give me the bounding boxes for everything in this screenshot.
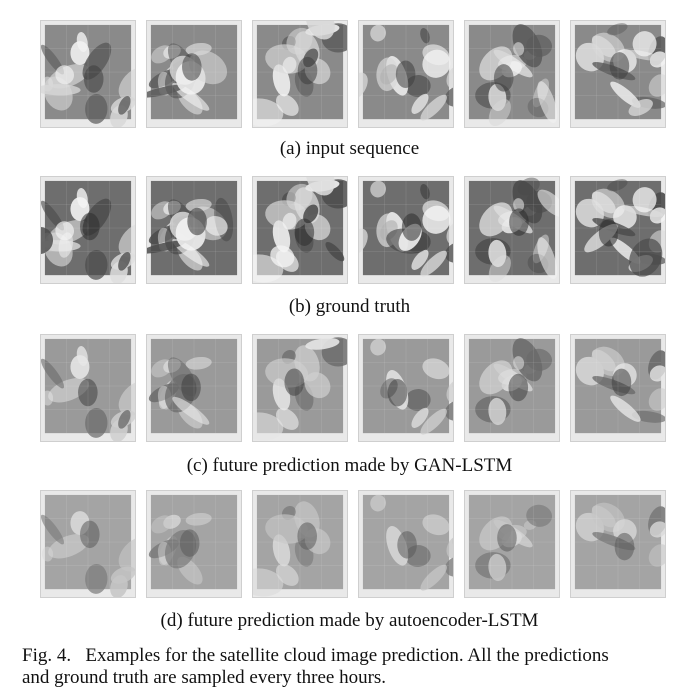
satellite-cloud-frame: [252, 20, 348, 128]
satellite-cloud-frame: [464, 490, 560, 598]
satellite-cloud-frame: [464, 176, 560, 284]
cloud-texture: [465, 177, 559, 283]
satellite-cloud-frame: [570, 20, 666, 128]
cloud-texture: [147, 177, 241, 283]
figure-label: Fig. 4.: [22, 645, 72, 666]
satellite-cloud-frame: [464, 20, 560, 128]
figure-caption-line-2: and ground truth are sampled every three hours.: [22, 667, 387, 688]
satellite-cloud-frame: [40, 334, 136, 442]
figure-caption-text-1: Examples for the satellite cloud image prediction. All the predictions: [85, 645, 609, 666]
satellite-cloud-frame: [146, 20, 242, 128]
satellite-cloud-frame: [358, 334, 454, 442]
panel-c-caption: (c) future prediction made by GAN-LSTM: [186, 455, 513, 476]
panel-c-image-row: [40, 334, 668, 442]
cloud-texture: [571, 335, 665, 441]
satellite-cloud-frame: [40, 490, 136, 598]
satellite-cloud-frame: [252, 490, 348, 598]
figure-caption-line-1: [22, 645, 682, 667]
cloud-texture: [147, 21, 241, 127]
cloud-texture: [147, 491, 241, 597]
cloud-texture: [41, 177, 135, 283]
cloud-texture: [465, 491, 559, 597]
satellite-cloud-frame: [570, 176, 666, 284]
cloud-texture: [147, 335, 241, 441]
cloud-texture: [359, 21, 453, 127]
cloud-texture: [465, 21, 559, 127]
satellite-cloud-frame: [146, 176, 242, 284]
cloud-texture: [359, 335, 453, 441]
cloud-texture: [359, 491, 453, 597]
cloud-texture: [253, 21, 347, 127]
cloud-texture: [571, 177, 665, 283]
figure-caption: [22, 645, 682, 689]
cloud-texture: [571, 21, 665, 127]
satellite-cloud-frame: [40, 176, 136, 284]
cloud-texture: [253, 491, 347, 597]
panel-b-image-row: [40, 176, 668, 284]
cloud-texture: [41, 335, 135, 441]
panel-d-image-row: [40, 490, 668, 598]
satellite-cloud-frame: [252, 334, 348, 442]
panel-a-caption: (a) input sequence: [279, 138, 420, 159]
satellite-cloud-frame: [358, 20, 454, 128]
satellite-cloud-frame: [146, 334, 242, 442]
cloud-texture: [41, 21, 135, 127]
satellite-cloud-frame: [358, 490, 454, 598]
satellite-cloud-frame: [252, 176, 348, 284]
panel-b-caption: (b) ground truth: [288, 296, 411, 317]
cloud-texture: [253, 177, 347, 283]
satellite-cloud-frame: [358, 176, 454, 284]
satellite-cloud-frame: [570, 334, 666, 442]
cloud-texture: [41, 491, 135, 597]
cloud-texture: [465, 335, 559, 441]
satellite-cloud-frame: [146, 490, 242, 598]
cloud-texture: [253, 335, 347, 441]
panel-a-image-row: [40, 20, 668, 128]
satellite-cloud-frame: [570, 490, 666, 598]
cloud-texture: [571, 491, 665, 597]
panel-d-caption: (d) future prediction made by autoencoder-LSTM: [160, 610, 539, 631]
satellite-cloud-frame: [464, 334, 560, 442]
cloud-texture: [359, 177, 453, 283]
satellite-cloud-frame: [40, 20, 136, 128]
